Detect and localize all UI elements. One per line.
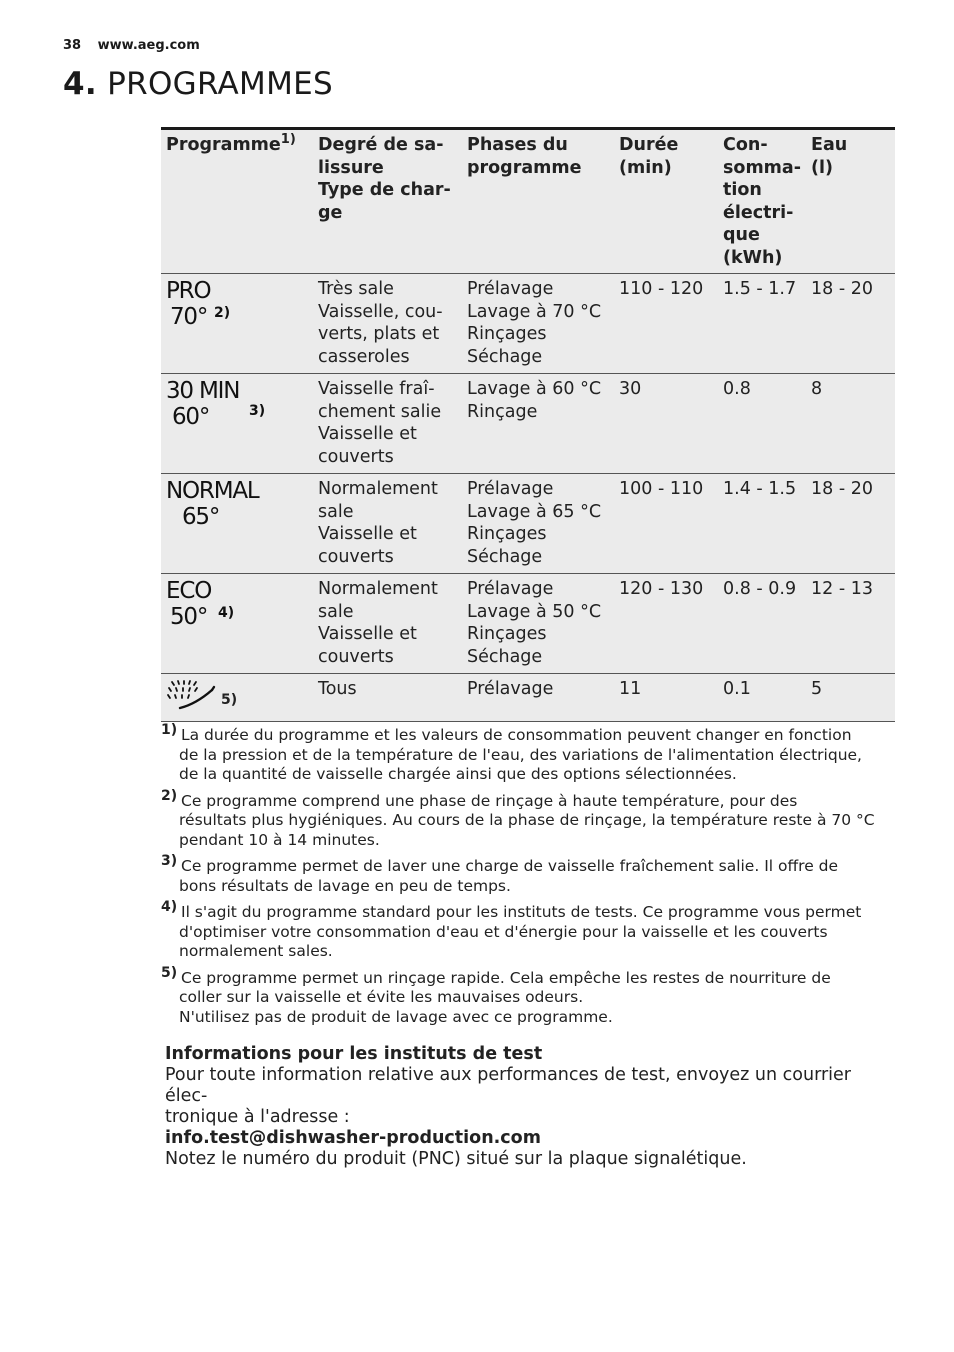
programme-cell xyxy=(161,674,313,722)
table-row xyxy=(161,374,895,474)
programme-temperature: 70° xyxy=(170,304,208,330)
programme-name: NORMAL xyxy=(166,478,259,504)
water-cell: 12 - 13 xyxy=(806,574,895,674)
footnote-ref: 1) xyxy=(280,132,296,147)
footnote-text: Il s'agit du programme standard pour les instituts de tests. Ce programme vous permet d'optimiser votre consommation d'eau et d'énergie pour la vaisselle et les couverts normalement sales. xyxy=(179,903,862,960)
energy-cell: 1.5 - 1.7 xyxy=(718,274,806,374)
soil-cell: Normalement sale Vaisselle et couverts xyxy=(313,474,462,574)
footnote-ref: 4) xyxy=(218,605,235,621)
programme-symbol-normal xyxy=(166,478,309,530)
table-header-row xyxy=(161,129,895,274)
section-number: 4. xyxy=(63,66,97,102)
table-row xyxy=(161,674,895,722)
section-title-text: PROGRAMMES xyxy=(107,66,334,102)
soil-cell: Normalement sale Vaisselle et couverts xyxy=(313,574,462,674)
footnote xyxy=(161,964,895,1028)
rinse-hold-icon xyxy=(166,678,216,712)
footnote-text: Ce programme permet un rinçage rapide. Cela empêche les restes de nourriture de coller sur la vaisselle et évite les mauvaises odeurs. N'utilisez pas de produit de lavage avec ce programme. xyxy=(179,968,831,1026)
page-header xyxy=(63,38,200,53)
programme-name: PRO xyxy=(166,278,211,304)
footnote xyxy=(161,899,895,962)
footnote-ref: 3) xyxy=(249,403,266,419)
col-header-energy: Con- somma- tion électri- que (kWh) xyxy=(718,129,806,274)
programme-name: ECO xyxy=(166,578,212,604)
footnote-marker: 5) xyxy=(161,964,178,981)
info-text: Pour toute information relative aux performances de test, envoyez un courrier élec- tronique à l'adresse : xyxy=(165,1065,851,1127)
test-institutes-info xyxy=(165,1044,885,1170)
water-cell: 18 - 20 xyxy=(806,474,895,574)
water-cell: 5 xyxy=(806,674,895,722)
soil-cell: Très sale Vaisselle, cou- verts, plats et casseroles xyxy=(313,274,462,374)
programme-symbol-pro xyxy=(166,278,309,330)
programme-symbol-rinse xyxy=(166,678,286,710)
table-row xyxy=(161,574,895,674)
footnote xyxy=(161,787,895,851)
programme-symbol-30min xyxy=(166,378,309,430)
programme-temperature: 60° xyxy=(172,404,210,430)
programme-cell xyxy=(161,574,313,674)
footnote-text: Ce programme comprend une phase de rinçage à haute température, pour des résultats plus hygiéniques. Au cours de la phase de rinçage, la température reste à 70 °C pendant 10 à 14 minutes. xyxy=(179,791,875,849)
footnote xyxy=(161,722,895,785)
soil-cell: Tous xyxy=(313,674,462,722)
water-cell: 8 xyxy=(806,374,895,474)
programme-temperature: 65° xyxy=(182,504,220,530)
footnote-marker: 3) xyxy=(161,853,178,869)
info-email: info.test@dishwasher-production.com xyxy=(165,1128,541,1148)
energy-cell: 0.8 xyxy=(718,374,806,474)
footnotes xyxy=(161,722,895,1034)
duration-cell: 11 xyxy=(614,674,718,722)
programme-cell xyxy=(161,474,313,574)
footnote-marker: 1) xyxy=(161,722,178,738)
site-url: www.aeg.com xyxy=(97,38,200,53)
phases-cell: Prélavage Lavage à 70 °C Rinçages Séchage xyxy=(462,274,614,374)
table-row xyxy=(161,474,895,574)
phases-cell: Lavage à 60 °C Rinçage xyxy=(462,374,614,474)
col-header-soil: Degré de sa- lissure Type de char- ge xyxy=(313,129,462,274)
soil-cell: Vaisselle fraî- chement salie Vaisselle et couverts xyxy=(313,374,462,474)
footnote-marker: 2) xyxy=(161,787,178,804)
programme-cell xyxy=(161,374,313,474)
phases-cell: Prélavage Lavage à 65 °C Rinçages Séchage xyxy=(462,474,614,574)
info-note: Notez le numéro du produit (PNC) situé sur la plaque signalétique. xyxy=(165,1149,747,1169)
footnote-text: La durée du programme et les valeurs de consommation peuvent changer en fonction de la pression et de la température de l'eau, des variations de l'alimentation électrique, de la quantité de vaisselle chargée ainsi que des options sélectionnées. xyxy=(179,726,862,783)
duration-cell: 120 - 130 xyxy=(614,574,718,674)
phases-cell: Prélavage Lavage à 50 °C Rinçages Séchage xyxy=(462,574,614,674)
footnote-text: Ce programme permet de laver une charge de vaisselle fraîchement salie. Il offre de bons résultats de lavage en peu de temps. xyxy=(179,857,839,895)
programme-symbol-eco xyxy=(166,578,309,630)
duration-cell: 110 - 120 xyxy=(614,274,718,374)
section-title xyxy=(63,66,333,102)
footnote-ref: 2) xyxy=(214,305,231,321)
programme-temperature: 50° xyxy=(170,604,208,630)
energy-cell: 0.1 xyxy=(718,674,806,722)
duration-cell: 100 - 110 xyxy=(614,474,718,574)
col-header-duration: Durée (min) xyxy=(614,129,718,274)
energy-cell: 0.8 - 0.9 xyxy=(718,574,806,674)
col-header-phases: Phases du programme xyxy=(462,129,614,274)
programme-cell xyxy=(161,274,313,374)
col-header-programme xyxy=(161,129,313,274)
footnote-marker: 4) xyxy=(161,899,178,915)
water-cell: 18 - 20 xyxy=(806,274,895,374)
footnote xyxy=(161,853,895,896)
duration-cell: 30 xyxy=(614,374,718,474)
col-header-water: Eau (l) xyxy=(806,129,895,274)
programme-name: 30 MIN xyxy=(166,378,240,404)
page-number: 38 xyxy=(63,38,82,53)
info-heading: Informations pour les instituts de test xyxy=(165,1044,543,1064)
col-header-programme-label: Programme xyxy=(166,135,281,155)
programmes-table xyxy=(161,127,895,722)
table-row xyxy=(161,274,895,374)
footnote-ref: 5) xyxy=(221,692,238,708)
energy-cell: 1.4 - 1.5 xyxy=(718,474,806,574)
phases-cell: Prélavage xyxy=(462,674,614,722)
